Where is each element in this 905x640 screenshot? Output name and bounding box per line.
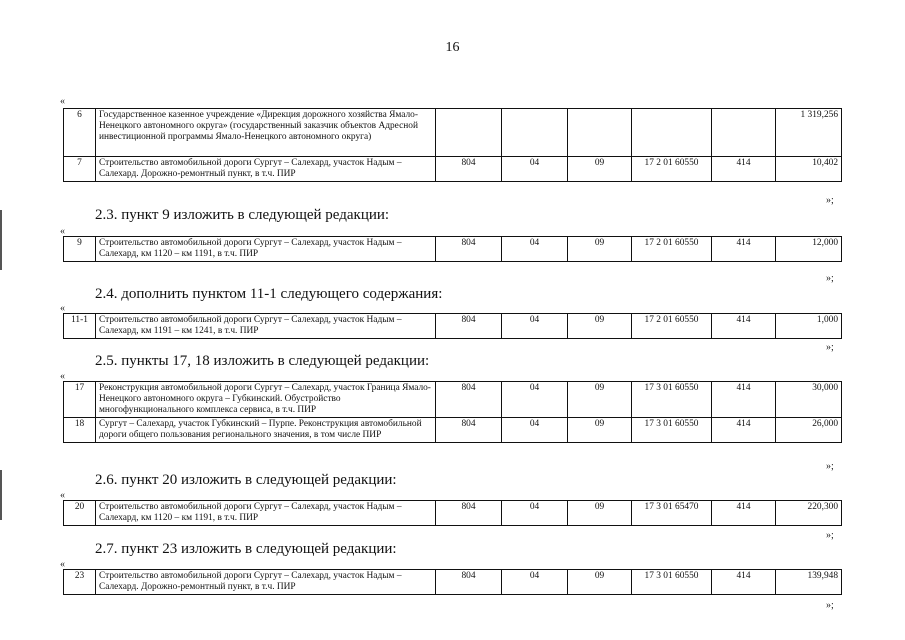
row-code-subsection: 09 — [568, 237, 632, 262]
program-table — [63, 108, 842, 182]
row-code-expense: 414 — [712, 382, 776, 418]
row-amount: 30,000 — [776, 382, 842, 418]
row-code-subsection — [568, 109, 632, 157]
closing-quote: »; — [826, 342, 834, 353]
section-heading: 2.5. пункты 17, 18 изложить в следующей редакции: — [95, 353, 430, 369]
opening-quote: « — [60, 490, 65, 501]
program-table — [63, 500, 842, 526]
row-description: Строительство автомобильной дороги Сургут – Салехард, участок Надым – Салехард. Дорожно-ремонтный пункт, в т.ч. ПИР — [96, 570, 436, 595]
closing-quote: »; — [826, 530, 834, 541]
opening-quote: « — [60, 559, 65, 570]
row-code-expense: 414 — [712, 314, 776, 339]
opening-quote: « — [60, 226, 65, 237]
opening-quote: « — [60, 96, 65, 107]
program-table — [63, 236, 842, 262]
table-row — [64, 382, 842, 418]
row-code-target — [632, 109, 712, 157]
row-code-section: 04 — [502, 501, 568, 526]
row-code-expense: 414 — [712, 501, 776, 526]
closing-quote: »; — [826, 600, 834, 611]
section-heading: 2.3. пункт 9 изложить в следующей редакции: — [95, 207, 390, 223]
row-code-section: 04 — [502, 382, 568, 418]
row-code-section: 04 — [502, 570, 568, 595]
row-number: 9 — [64, 237, 96, 262]
row-amount: 1,000 — [776, 314, 842, 339]
row-code-ministry — [436, 109, 502, 157]
row-amount: 1 319,256 — [776, 109, 842, 157]
row-code-expense: 414 — [712, 418, 776, 443]
table-row — [64, 109, 842, 157]
row-code-section — [502, 109, 568, 157]
row-number: 7 — [64, 157, 96, 182]
row-code-ministry: 804 — [436, 314, 502, 339]
row-code-target: 17 2 01 60550 — [632, 314, 712, 339]
row-description: Реконструкция автомобильной дороги Сургут – Салехард, участок Граница Ямало-Ненецкого автономного округа – Губкинский. Обустройство многофункционального комплекса сервиса, в т.ч. ПИР — [96, 382, 436, 418]
table-row — [64, 314, 842, 339]
closing-quote: »; — [826, 461, 834, 472]
row-code-target: 17 3 01 60550 — [632, 570, 712, 595]
row-code-subsection: 09 — [568, 570, 632, 595]
row-code-subsection: 09 — [568, 418, 632, 443]
opening-quote: « — [60, 371, 65, 382]
row-code-section: 04 — [502, 418, 568, 443]
row-amount: 220,300 — [776, 501, 842, 526]
row-number: 6 — [64, 109, 96, 157]
row-code-subsection: 09 — [568, 157, 632, 182]
row-code-ministry: 804 — [436, 157, 502, 182]
table-row — [64, 570, 842, 595]
row-description: Строительство автомобильной дороги Сургут – Салехард, участок Надым – Салехард, км 1120 – км 1191, в т.ч. ПИР — [96, 237, 436, 262]
table-row — [64, 501, 842, 526]
row-code-target: 17 2 01 60550 — [632, 157, 712, 182]
row-code-expense: 414 — [712, 570, 776, 595]
row-code-section: 04 — [502, 237, 568, 262]
row-description: Государственное казенное учреждение «Дирекция дорожного хозяйства Ямало-Ненецкого автономного округа» (государственный заказчик объектов Адресной инвестиционной программы Ямало-Ненецкого автономного округа) — [96, 109, 436, 157]
table-row — [64, 237, 842, 262]
row-code-expense: 414 — [712, 237, 776, 262]
row-description: Сургут – Салехард, участок Губкинский – Пурпе. Реконструкция автомобильной дороги общего пользования регионального значения, в том числе ПИР — [96, 418, 436, 443]
row-code-section: 04 — [502, 157, 568, 182]
row-description: Строительство автомобильной дороги Сургут – Салехард, участок Надым – Салехард, км 1191 – км 1241, в т.ч. ПИР — [96, 314, 436, 339]
program-table — [63, 313, 842, 339]
closing-quote: »; — [826, 195, 834, 206]
row-code-ministry: 804 — [436, 237, 502, 262]
row-number: 11-1 — [64, 314, 96, 339]
row-description: Строительство автомобильной дороги Сургут – Салехард, участок Надым – Салехард, км 1120 – км 1191, в т.ч. ПИР — [96, 501, 436, 526]
row-number: 17 — [64, 382, 96, 418]
row-code-subsection: 09 — [568, 314, 632, 339]
row-code-ministry: 804 — [436, 418, 502, 443]
row-code-target: 17 2 01 60550 — [632, 237, 712, 262]
row-code-target: 17 3 01 60550 — [632, 418, 712, 443]
scan-edge-mark — [0, 470, 2, 520]
scan-edge-mark — [0, 210, 2, 270]
table-row — [64, 418, 842, 443]
row-amount: 139,948 — [776, 570, 842, 595]
row-code-section: 04 — [502, 314, 568, 339]
row-code-target: 17 3 01 60550 — [632, 382, 712, 418]
row-code-target: 17 3 01 65470 — [632, 501, 712, 526]
row-number: 20 — [64, 501, 96, 526]
row-number: 18 — [64, 418, 96, 443]
row-code-expense: 414 — [712, 157, 776, 182]
row-amount: 10,402 — [776, 157, 842, 182]
row-code-subsection: 09 — [568, 382, 632, 418]
program-table — [63, 569, 842, 595]
table-row — [64, 157, 842, 182]
row-code-ministry: 804 — [436, 501, 502, 526]
row-code-ministry: 804 — [436, 382, 502, 418]
row-code-subsection: 09 — [568, 501, 632, 526]
section-heading: 2.7. пункт 23 изложить в следующей редакции: — [95, 541, 397, 557]
program-table — [63, 381, 842, 443]
row-amount: 26,000 — [776, 418, 842, 443]
row-code-ministry: 804 — [436, 570, 502, 595]
page-number: 16 — [445, 40, 460, 55]
row-amount: 12,000 — [776, 237, 842, 262]
row-code-expense — [712, 109, 776, 157]
section-heading: 2.6. пункт 20 изложить в следующей редакции: — [95, 472, 397, 488]
closing-quote: »; — [826, 273, 834, 284]
opening-quote: « — [60, 303, 65, 314]
section-heading: 2.4. дополнить пунктом 11-1 следующего содержания: — [95, 286, 443, 302]
row-number: 23 — [64, 570, 96, 595]
row-description: Строительство автомобильной дороги Сургут – Салехард, участок Надым – Салехард. Дорожно-ремонтный пункт, в т.ч. ПИР — [96, 157, 436, 182]
